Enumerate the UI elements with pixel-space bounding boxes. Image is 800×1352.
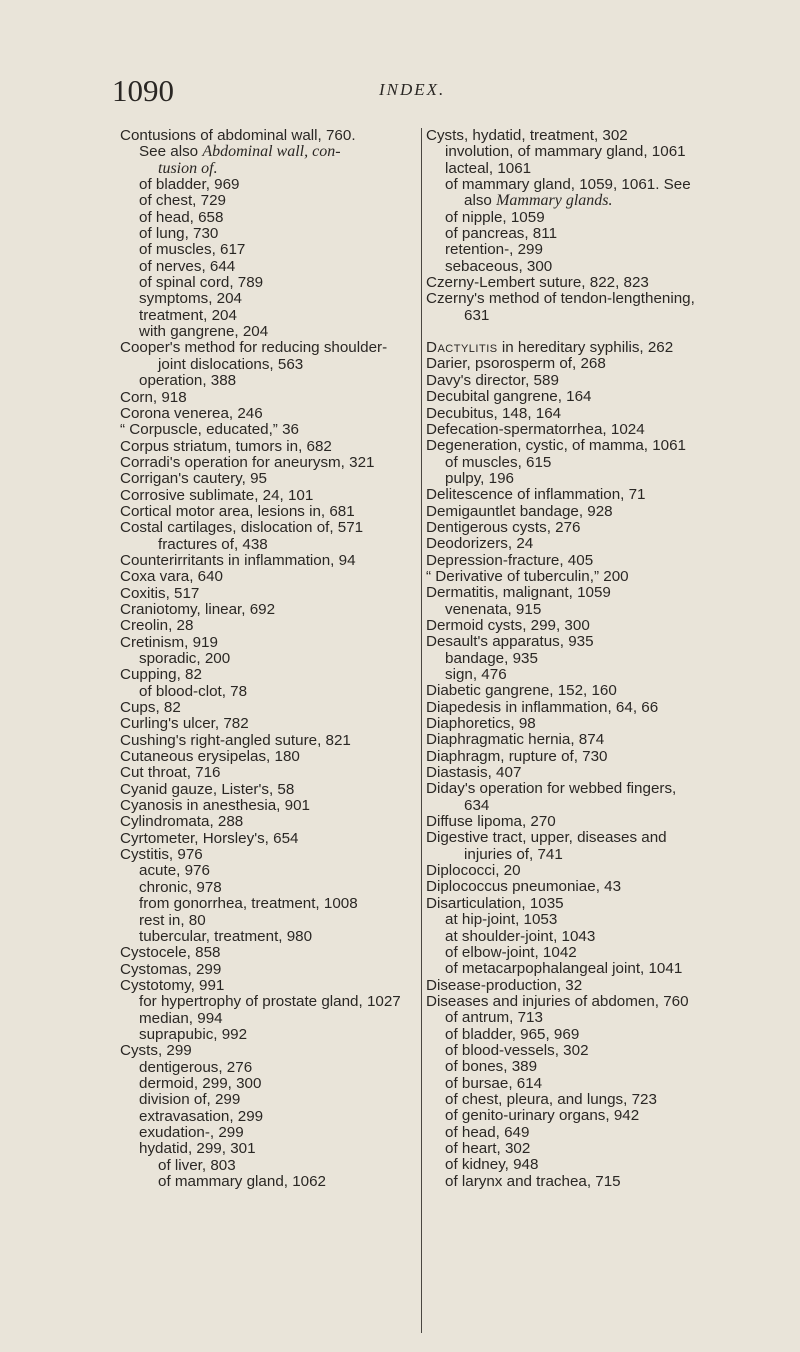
- index-entry: [426, 455, 702, 471]
- index-entry: [426, 732, 702, 748]
- index-entry: [120, 488, 420, 504]
- entry-text: Dentigerous cysts, 276: [426, 518, 581, 536]
- index-entry: [426, 634, 702, 650]
- index-entry: [120, 749, 420, 765]
- index-entry: [120, 128, 420, 144]
- entry-text: suprapubic, 992: [139, 1025, 248, 1043]
- index-entry: [426, 798, 702, 814]
- index-entry: [120, 831, 420, 847]
- index-entry: [426, 945, 702, 961]
- index-entry: [426, 242, 702, 258]
- entry-text: symptoms, 204: [139, 290, 242, 308]
- entry-text: Darier, psorosperm of, 268: [426, 355, 606, 373]
- column-divider: [421, 128, 422, 1333]
- index-entry: [120, 994, 420, 1010]
- index-entry: [120, 1174, 420, 1190]
- index-entry: [120, 602, 420, 618]
- index-entry: [120, 242, 420, 258]
- entry-text: “ Corpuscle, educated,” 36: [120, 421, 299, 439]
- index-entry: [120, 520, 420, 536]
- entry-text: division of, 299: [139, 1091, 241, 1109]
- index-entry: [120, 716, 420, 732]
- entry-text: Corrosive sublimate, 24, 101: [120, 486, 314, 504]
- entry-text: treatment, 204: [139, 306, 237, 324]
- index-entry: [426, 373, 702, 389]
- entry-text: of antrum, 713: [445, 1009, 543, 1027]
- entry-text: Czerny-Lembert suture, 822, 823: [426, 274, 649, 292]
- entry-text: at shoulder-joint, 1043: [445, 927, 596, 945]
- entry-text: also: [464, 192, 497, 210]
- index-entry: [426, 553, 702, 569]
- index-entry: [426, 487, 702, 503]
- index-entry: [120, 945, 420, 961]
- entry-text: Corona venerea, 246: [120, 404, 263, 422]
- entry-text: median, 994: [139, 1009, 223, 1027]
- entry-text: operation, 388: [139, 372, 237, 390]
- entry-text: of liver, 803: [158, 1156, 236, 1174]
- index-entry: [426, 1027, 702, 1043]
- index-entry: [120, 880, 420, 896]
- index-entry: [426, 569, 702, 585]
- entry-text: Diaphragmatic hernia, 874: [426, 731, 605, 749]
- index-entry: [426, 1108, 702, 1124]
- section-gap: [426, 324, 702, 340]
- index-entry: [426, 749, 702, 765]
- entry-text: Diffuse lipoma, 270: [426, 813, 556, 831]
- index-entry: [120, 144, 420, 160]
- index-entry: [426, 1174, 702, 1190]
- index-entry: [426, 226, 702, 242]
- index-entry: [120, 700, 420, 716]
- index-entry: [426, 291, 702, 307]
- entry-text: Cups, 82: [120, 699, 181, 717]
- entry-italic: tusion of.: [158, 159, 218, 177]
- entry-text: tubercular, treatment, 980: [139, 927, 313, 945]
- index-entry: [426, 814, 702, 830]
- index-entry: [120, 651, 420, 667]
- entry-text: Cystotomy, 991: [120, 976, 225, 994]
- entry-text: fractures of, 438: [158, 535, 268, 553]
- entry-text: Diaphragm, rupture of, 730: [426, 747, 608, 765]
- index-entry: [120, 667, 420, 683]
- entry-text: sebaceous, 300: [445, 257, 553, 275]
- index-entry: [120, 373, 420, 389]
- index-entry: [120, 896, 420, 912]
- entry-text: Disarticulation, 1035: [426, 894, 564, 912]
- index-entry: [426, 340, 702, 356]
- index-entry: [120, 782, 420, 798]
- index-entry: [120, 569, 420, 585]
- index-entry: [426, 765, 702, 781]
- index-entry: [120, 1011, 420, 1027]
- entry-text: of nipple, 1059: [445, 208, 545, 226]
- entry-text: involution, of mammary gland, 1061: [445, 143, 686, 161]
- entry-text: of bladder, 965, 969: [445, 1025, 580, 1043]
- index-entry: [426, 210, 702, 226]
- index-entry: [426, 128, 702, 144]
- index-entry: [426, 879, 702, 895]
- index-entry: [120, 504, 420, 520]
- entry-text: with gangrene, 204: [139, 323, 269, 341]
- entry-text: hydatid, 299, 301: [139, 1140, 256, 1158]
- entry-text: Diastasis, 407: [426, 764, 522, 782]
- entry-text: of chest, pleura, and lungs, 723: [445, 1090, 657, 1108]
- index-entry: [120, 1027, 420, 1043]
- entry-text: Corrigan's cautery, 95: [120, 470, 267, 488]
- index-entry: [426, 1125, 702, 1141]
- entry-text: Dermatitis, malignant, 1059: [426, 584, 611, 602]
- index-entry: [120, 193, 420, 209]
- entry-text: Cupping, 82: [120, 666, 202, 684]
- index-entry: [426, 830, 702, 846]
- index-entry: [426, 520, 702, 536]
- entry-text: retention-, 299: [445, 241, 543, 259]
- index-entry: [426, 1059, 702, 1075]
- index-entry: [426, 700, 702, 716]
- entry-text: Cyanid gauze, Lister's, 58: [120, 780, 295, 798]
- entry-text: from gonorrhea, treatment, 1008: [139, 895, 358, 913]
- index-entry: [426, 144, 702, 160]
- entry-italic: Mammary glands.: [496, 192, 613, 210]
- entry-text: Digestive tract, upper, diseases and: [426, 829, 667, 847]
- index-entry: [120, 913, 420, 929]
- index-entry: [120, 1109, 420, 1125]
- index-entry: [120, 226, 420, 242]
- entry-text: pulpy, 196: [445, 469, 514, 487]
- entry-text: of bursae, 614: [445, 1074, 543, 1092]
- index-entry: [120, 406, 420, 422]
- entry-text: for hypertrophy of prostate gland, 1027: [139, 993, 401, 1011]
- entry-text: Defecation-spermatorrhea, 1024: [426, 420, 645, 438]
- entry-text: in hereditary syphilis, 262: [501, 339, 674, 357]
- entry-text: Desault's apparatus, 935: [426, 633, 594, 651]
- index-entry: [426, 308, 702, 324]
- entry-text: 634: [464, 796, 490, 814]
- entry-text: Corradi's operation for aneurysm, 321: [120, 453, 375, 471]
- entry-text: Craniotomy, linear, 692: [120, 600, 276, 618]
- index-entry: [426, 356, 702, 372]
- entry-text: Davy's director, 589: [426, 371, 559, 389]
- index-entry: [120, 733, 420, 749]
- index-entry: [426, 863, 702, 879]
- entry-text: of mammary gland, 1062: [158, 1173, 326, 1190]
- index-entry: [426, 651, 702, 667]
- index-entry: [426, 961, 702, 977]
- index-entry: [426, 161, 702, 177]
- index-entry: [120, 1092, 420, 1108]
- entry-text: Cutaneous erysipelas, 180: [120, 748, 300, 766]
- entry-text: Demigauntlet bandage, 928: [426, 502, 613, 520]
- index-entry: [120, 1076, 420, 1092]
- entry-text: Diplococcus pneumoniae, 43: [426, 878, 622, 896]
- entry-text: Costal cartilages, dislocation of, 571: [120, 519, 364, 537]
- index-entry: [120, 1141, 420, 1157]
- entry-text: acute, 976: [139, 862, 210, 880]
- entry-text: dentigerous, 276: [139, 1058, 253, 1076]
- entry-text: See also: [139, 143, 203, 161]
- entry-text: of blood-vessels, 302: [445, 1041, 589, 1059]
- entry-text: Delitescence of inflammation, 71: [426, 486, 646, 504]
- entry-text: at hip-joint, 1053: [445, 911, 558, 929]
- index-entry: [426, 1010, 702, 1026]
- entry-text: of chest, 729: [139, 192, 226, 210]
- index-entry: [120, 1158, 420, 1174]
- entry-text: Cushing's right-angled suture, 821: [120, 731, 351, 749]
- index-entry: [120, 177, 420, 193]
- index-entry: [426, 978, 702, 994]
- index-entry: [120, 684, 420, 700]
- index-entry: [120, 635, 420, 651]
- entry-text: of larynx and trachea, 715: [445, 1172, 621, 1190]
- index-entry: [426, 781, 702, 797]
- index-entry: [426, 896, 702, 912]
- entry-text: of muscles, 615: [445, 453, 552, 471]
- index-entry: [426, 1092, 702, 1108]
- index-entry: [120, 340, 420, 356]
- entry-text: exudation-, 299: [139, 1123, 244, 1141]
- index-entry: [426, 389, 702, 405]
- entry-text: Cretinism, 919: [120, 633, 218, 651]
- index-entry: [426, 422, 702, 438]
- index-entry: [426, 667, 702, 683]
- entry-text: chronic, 978: [139, 878, 222, 896]
- entry-text: of head, 658: [139, 208, 224, 226]
- index-entry: [426, 912, 702, 928]
- index-entry: [426, 618, 702, 634]
- entry-text: of head, 649: [445, 1123, 530, 1141]
- index-entry: [120, 586, 420, 602]
- index-entry: [120, 210, 420, 226]
- index-column-left: [120, 128, 420, 1190]
- index-entry: [426, 504, 702, 520]
- entry-italic: Abdominal wall, con-: [202, 143, 341, 161]
- index-entry: [120, 847, 420, 863]
- index-entry: [120, 275, 420, 291]
- entry-text: Cooper's method for reducing shoulder-: [120, 339, 388, 357]
- entry-text: venenata, 915: [445, 600, 542, 618]
- entry-text: Czerny's method of tendon-lengthening,: [426, 290, 695, 308]
- index-entry: [120, 455, 420, 471]
- entry-text: of pancreas, 811: [445, 225, 558, 243]
- entry-text: Coxitis, 517: [120, 584, 200, 602]
- index-entry: [426, 438, 702, 454]
- entry-text: of bones, 389: [445, 1058, 538, 1076]
- index-entry: [120, 863, 420, 879]
- index-entry: [426, 406, 702, 422]
- index-entry: [426, 193, 702, 209]
- entry-text: Curling's ulcer, 782: [120, 715, 249, 733]
- entry-text: Diabetic gangrene, 152, 160: [426, 682, 617, 700]
- entry-text: Corn, 918: [120, 388, 187, 406]
- entry-text: dermoid, 299, 300: [139, 1074, 262, 1092]
- index-entry: [426, 683, 702, 699]
- index-entry: [120, 308, 420, 324]
- entry-text: of spinal cord, 789: [139, 274, 264, 292]
- entry-text: bandage, 935: [445, 649, 538, 667]
- entry-text: of lung, 730: [139, 225, 219, 243]
- entry-text: Diaphoretics, 98: [426, 715, 536, 733]
- entry-text: of nerves, 644: [139, 257, 236, 275]
- entry-text: Coxa vara, 640: [120, 568, 223, 586]
- index-entry: [120, 324, 420, 340]
- index-entry: [426, 847, 702, 863]
- index-entry: [120, 765, 420, 781]
- entry-text: of bladder, 969: [139, 176, 240, 194]
- entry-text: Cylindromata, 288: [120, 813, 244, 831]
- entry-text: extravasation, 299: [139, 1107, 264, 1125]
- index-entry: [120, 929, 420, 945]
- index-entry: [426, 536, 702, 552]
- index-entry: [120, 798, 420, 814]
- entry-text: of metacarpophalangeal joint, 1041: [445, 960, 683, 978]
- entry-text: Cysts, 299: [120, 1042, 192, 1060]
- index-entry: [426, 602, 702, 618]
- entry-text: of blood-clot, 78: [139, 682, 248, 700]
- entry-text: sporadic, 200: [139, 650, 231, 667]
- entry-text: Contusions of abdominal wall, 760.: [120, 127, 356, 144]
- index-entry: [120, 439, 420, 455]
- index-entry: [426, 1141, 702, 1157]
- entry-text: 631: [464, 306, 490, 324]
- index-entry: [120, 978, 420, 994]
- index-entry: [120, 291, 420, 307]
- entry-text: joint dislocations, 563: [158, 355, 304, 373]
- entry-text: Cortical motor area, lesions in, 681: [120, 502, 355, 520]
- index-entry: [426, 585, 702, 601]
- entry-text: Decubital gangrene, 164: [426, 388, 592, 406]
- index-entry: [120, 1043, 420, 1059]
- entry-text: Diday's operation for webbed fingers,: [426, 780, 677, 798]
- index-entry: [426, 259, 702, 275]
- entry-text: of mammary gland, 1059, 1061. See: [445, 176, 691, 194]
- index-entry: [120, 553, 420, 569]
- entry-text: of genito-urinary organs, 942: [445, 1107, 640, 1125]
- index-entry: [120, 422, 420, 438]
- entry-text: rest in, 80: [139, 911, 206, 929]
- entry-text: Cystocele, 858: [120, 944, 221, 962]
- index-entry: [426, 1076, 702, 1092]
- index-entry: [120, 618, 420, 634]
- entry-text: Cyrtometer, Horsley's, 654: [120, 829, 299, 847]
- index-entry: [426, 471, 702, 487]
- entry-text: Dermoid cysts, 299, 300: [426, 616, 590, 634]
- index-column-right: [426, 128, 702, 1190]
- entry-text: of elbow-joint, 1042: [445, 943, 577, 961]
- index-entry: [426, 1043, 702, 1059]
- entry-text: Cyanosis in anesthesia, 901: [120, 797, 310, 815]
- entry-text: of muscles, 617: [139, 241, 246, 259]
- index-entry: [426, 994, 702, 1010]
- index-entry: [120, 471, 420, 487]
- index-entry: [120, 357, 420, 373]
- entry-text: Corpus striatum, tumors in, 682: [120, 437, 332, 455]
- entry-text: Degeneration, cystic, of mamma, 1061: [426, 437, 686, 455]
- page-number: 1090: [112, 73, 174, 108]
- entry-text: Creolin, 28: [120, 617, 194, 635]
- index-entry: [120, 537, 420, 553]
- index-entry: [120, 814, 420, 830]
- entry-text: Diseases and injuries of abdomen, 760: [426, 992, 689, 1010]
- entry-text: Cystomas, 299: [120, 960, 222, 978]
- entry-text: Disease-production, 32: [426, 976, 583, 994]
- entry-text: Decubitus, 148, 164: [426, 404, 562, 422]
- page-header: [112, 74, 692, 114]
- index-entry: [426, 275, 702, 291]
- entry-text: lacteal, 1061: [445, 159, 532, 177]
- index-entry: [426, 177, 702, 193]
- index-entry: [120, 259, 420, 275]
- entry-text: Counterirritants in inflammation, 94: [120, 551, 356, 569]
- entry-text: Depression-fracture, 405: [426, 551, 594, 569]
- entry-text: sign, 476: [445, 666, 507, 683]
- entry-smallcaps: Dactylitis: [426, 339, 498, 357]
- entry-text: injuries of, 741: [464, 845, 563, 863]
- entry-text: Cystitis, 976: [120, 846, 203, 864]
- entry-text: “ Derivative of tuberculin,” 200: [426, 567, 629, 585]
- index-entry: [120, 390, 420, 406]
- index-entry: [426, 1157, 702, 1173]
- index-entry: [120, 1125, 420, 1141]
- entry-text: Cut throat, 716: [120, 764, 221, 782]
- index-entry: [120, 1060, 420, 1076]
- entry-text: Cysts, hydatid, treatment, 302: [426, 127, 628, 144]
- index-entry: [120, 962, 420, 978]
- running-title: INDEX.: [379, 80, 446, 99]
- entry-text: of kidney, 948: [445, 1156, 539, 1174]
- entry-text: of heart, 302: [445, 1139, 531, 1157]
- index-entry: [120, 161, 420, 177]
- entry-text: Diplococci, 20: [426, 862, 521, 880]
- entry-text: Diapedesis in inflammation, 64, 66: [426, 698, 659, 716]
- index-entry: [426, 716, 702, 732]
- index-entry: [426, 929, 702, 945]
- entry-text: Deodorizers, 24: [426, 535, 534, 553]
